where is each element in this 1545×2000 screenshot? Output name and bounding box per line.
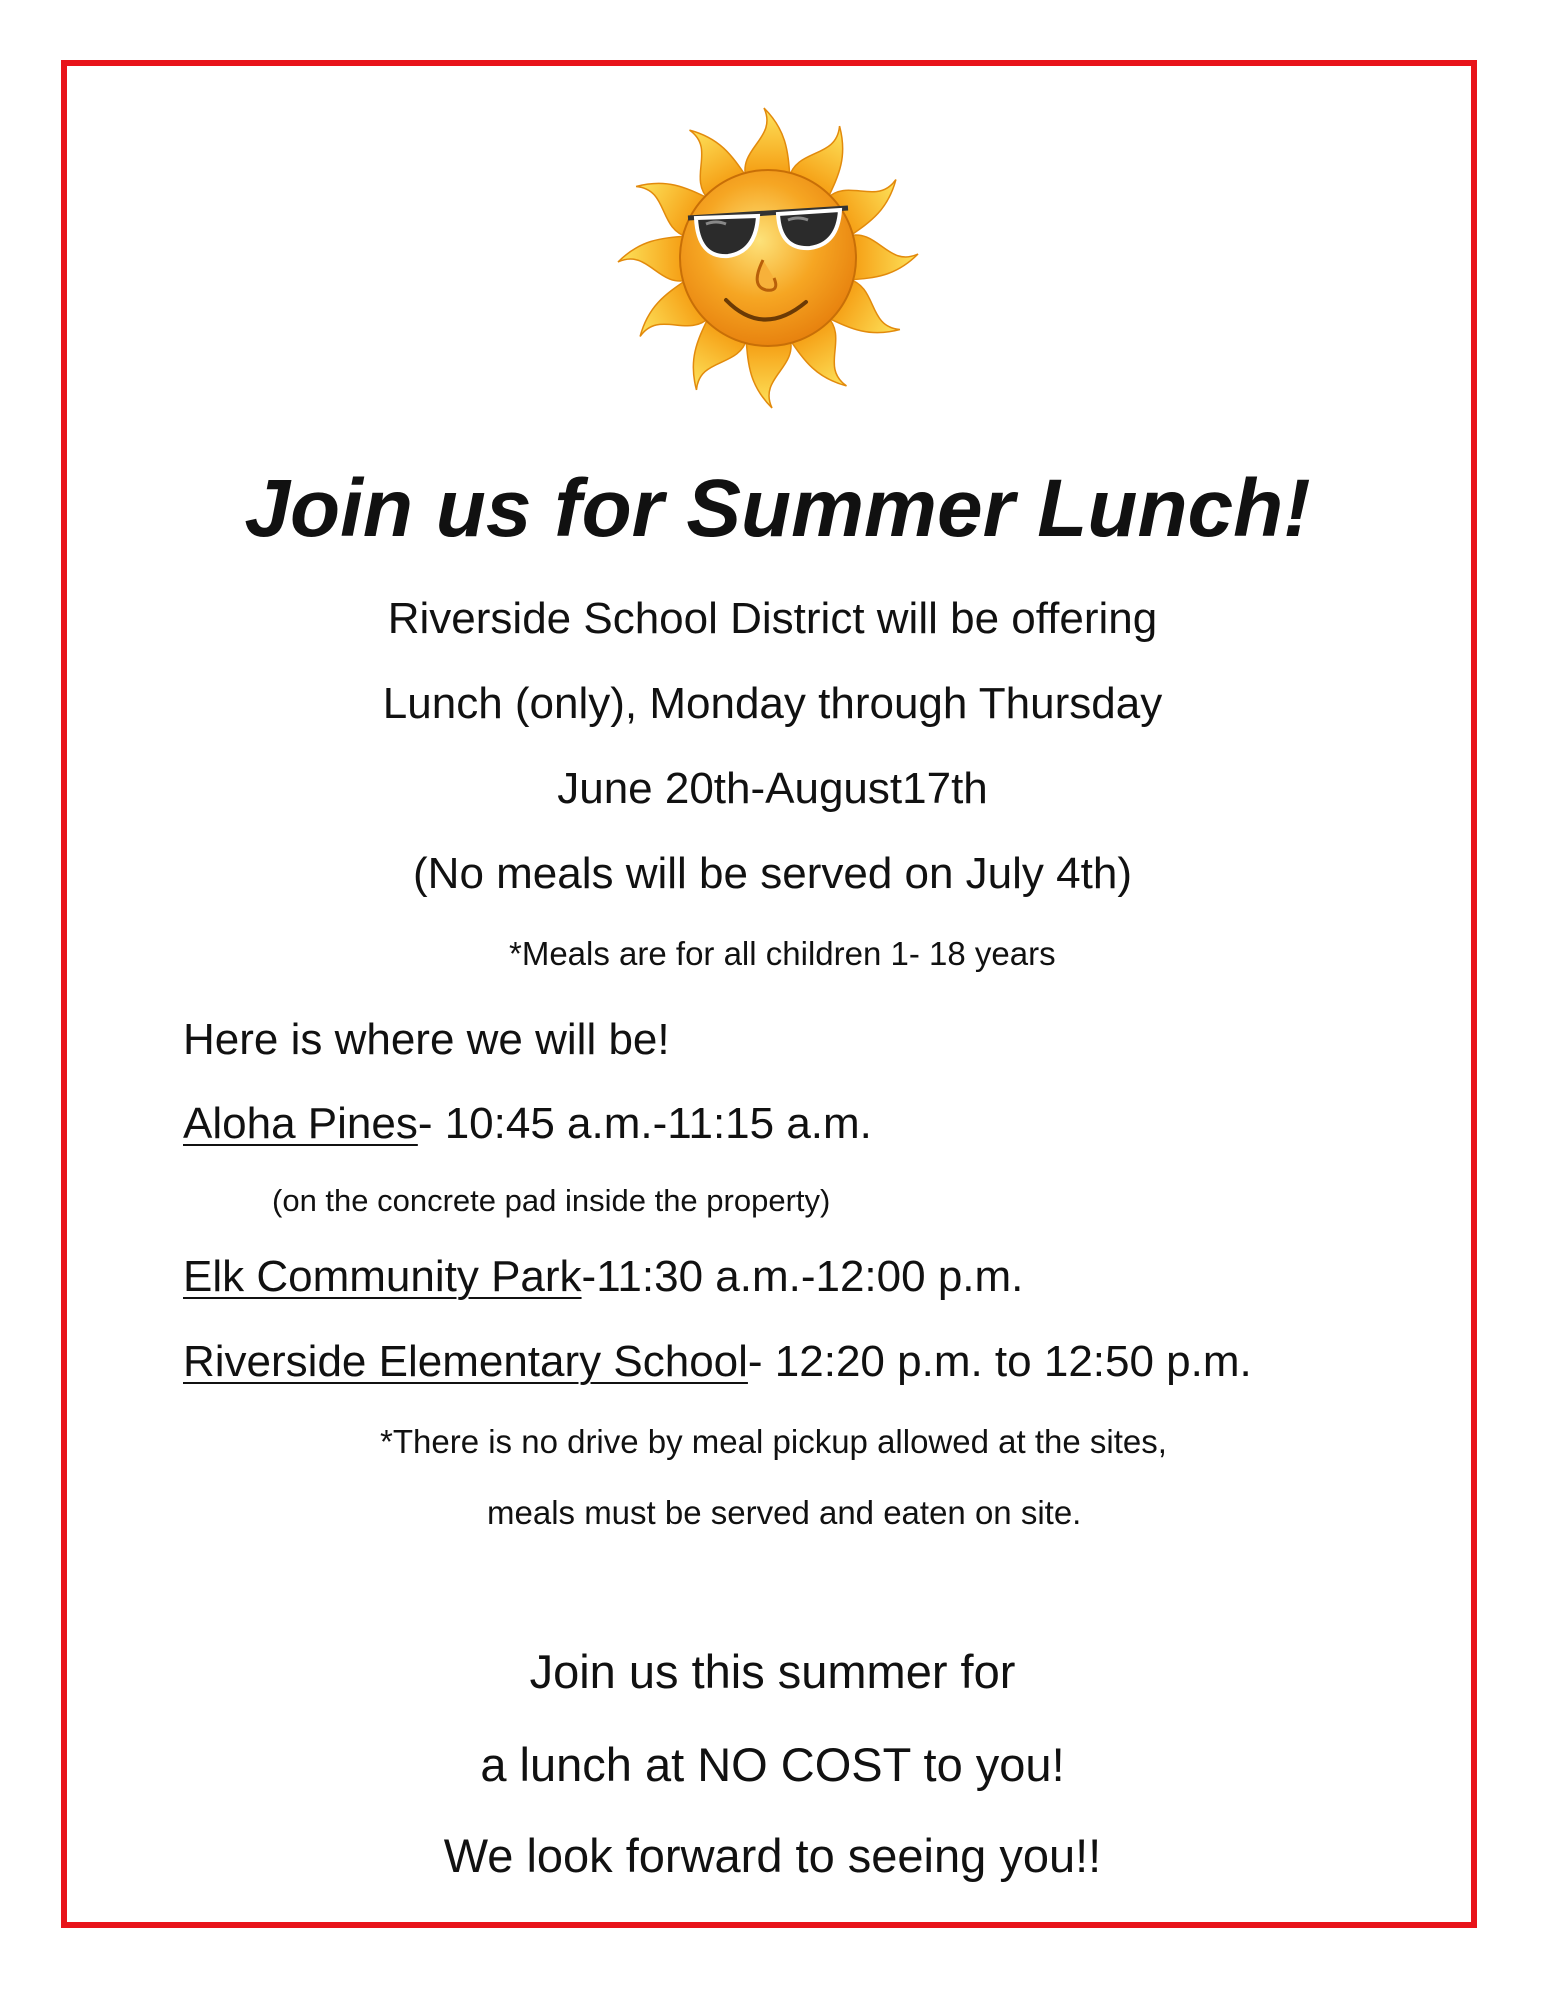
- location-time: - 10:45 a.m.-11:15 a.m.: [417, 1099, 872, 1148]
- intro-line-1: Riverside School District will be offering: [387, 594, 1158, 643]
- intro-dates: June 20th-August17th: [557, 764, 988, 813]
- location-riverside-elementary: [183, 1337, 1252, 1386]
- sun-ray: [618, 236, 688, 281]
- location-aloha-pines: [183, 1099, 872, 1148]
- age-note: *Meals are for all children 1- 18 years: [509, 935, 1056, 972]
- intro-holiday-note: (No meals will be served on July 4th): [413, 849, 1132, 898]
- closing-line-3: We look forward to seeing you!!: [443, 1829, 1102, 1882]
- locations-heading: Here is where we will be!: [183, 1015, 670, 1064]
- intro-line-2: Lunch (only), Monday through Thursday: [382, 679, 1163, 728]
- location-aloha-pines-note: (on the concrete pad inside the property): [272, 1183, 831, 1218]
- closing-line-1: Join us this summer for: [529, 1645, 1016, 1698]
- location-name: Riverside Elementary School: [183, 1337, 748, 1386]
- sun-ray: [745, 108, 790, 178]
- pickup-note-line-2: meals must be served and eaten on site.: [487, 1494, 1082, 1531]
- closing-line-2: a lunch at NO COST to you!: [480, 1738, 1065, 1791]
- location-name: Elk Community Park: [183, 1252, 582, 1301]
- location-name: Aloha Pines: [183, 1099, 418, 1148]
- pickup-note-line-1: *There is no drive by meal pickup allowed at the sites,: [380, 1423, 1167, 1460]
- location-time: -11:30 a.m.-12:00 p.m.: [581, 1252, 1024, 1301]
- flyer-title: Join us for Summer Lunch!: [244, 463, 1311, 554]
- sun-ray: [746, 338, 791, 408]
- location-time: - 12:20 p.m. to 12:50 p.m.: [747, 1337, 1252, 1386]
- sun-with-sunglasses-icon: [598, 90, 938, 425]
- sun-ray: [848, 235, 918, 280]
- location-elk-community-park: [183, 1252, 1024, 1301]
